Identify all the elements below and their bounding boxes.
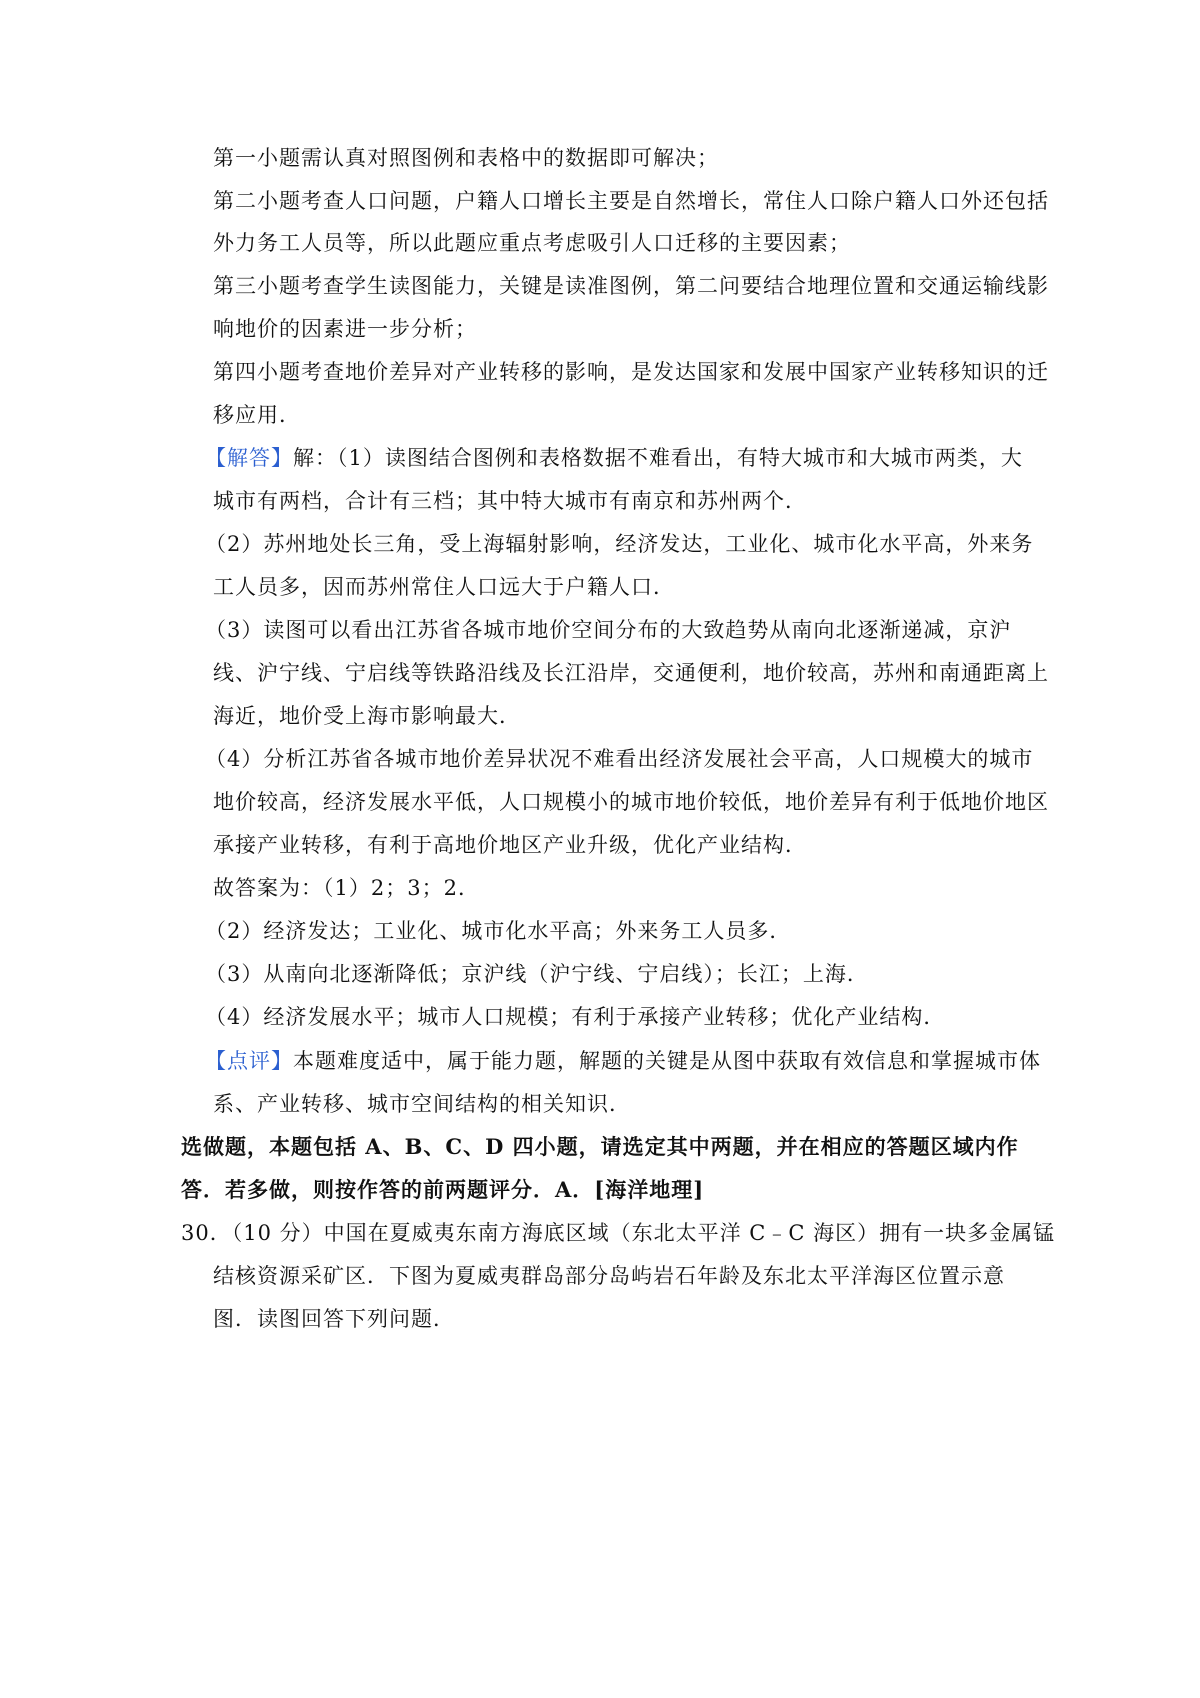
answer-part-3-line-2: 线、沪宁线、宁启线等铁路沿线及长江沿岸，交通便利，地价较高，苏州和南通距离上: [213, 661, 1049, 685]
final-answer-2: （2）经济发达；工业化、城市化水平高；外来务工人员多．: [205, 919, 792, 943]
answer-part-2-line-1: （2）苏州地处长三角，受上海辐射影响，经济发达，工业化、城市化水平高，外来务: [205, 532, 1034, 556]
comment-line-1: [205, 1046, 1041, 1076]
final-answer-4: （4）经济发展水平；城市人口规模；有利于承接产业转移；优化产业结构．: [205, 1005, 946, 1029]
analysis-paragraph-3-line-1: 第三小题考查学生读图能力，关键是读准图例，第二问要结合地理位置和交通运输线影: [213, 274, 1049, 298]
answer-part-3-line-3: 海近，地价受上海市影响最大．: [213, 704, 521, 728]
comment-line-2: 系、产业转移、城市空间结构的相关知识．: [213, 1092, 631, 1116]
answer-line-2: 城市有两档，合计有三档；其中特大城市有南京和苏州两个．: [213, 489, 807, 513]
final-answer-1: 故答案为：（1）2；3；2．: [213, 876, 480, 900]
analysis-paragraph-1: 第一小题需认真对照图例和表格中的数据即可解决；: [213, 146, 719, 170]
question-30-line-2: 结核资源采矿区．下图为夏威夷群岛部分岛屿岩石年龄及东北太平洋海区位置示意: [213, 1264, 1005, 1288]
elective-instruction-line-1: 选做题，本题包括 A、B、C、D 四小题，请选定其中两题，并在相应的答题区域内作: [181, 1134, 1019, 1159]
answer-part-4-line-1: （4）分析江苏省各城市地价差异状况不难看出经济发展社会平高，人口规模大的城市: [205, 747, 1034, 771]
answer-text-1: 解：（1）读图结合图例和表格数据不难看出，有特大城市和大城市两类，大: [293, 446, 1023, 470]
answer-part-4-line-3: 承接产业转移，有利于高地价地区产业升级，优化产业结构．: [213, 833, 807, 857]
analysis-paragraph-4-line-2: 移应用．: [213, 403, 301, 427]
answer-tag: 【解答】: [205, 446, 293, 470]
answer-part-4-line-2: 地价较高，经济发展水平低，人口规模小的城市地价较低，地价差异有利于低地价地区: [213, 790, 1049, 814]
question-30-line-1: 30．（10 分）中国在夏威夷东南方海底区域（东北太平洋 C﹣C 海区）拥有一块多金属锰: [181, 1221, 1056, 1245]
answer-part-2-line-2: 工人员多，因而苏州常住人口远大于户籍人口．: [213, 575, 675, 599]
analysis-paragraph-2-line-1: 第二小题考查人口问题，户籍人口增长主要是自然增长，常住人口除户籍人口外还包括: [213, 189, 1049, 213]
comment-text-1: 本题难度适中，属于能力题，解题的关键是从图中获取有效信息和掌握城市体: [293, 1049, 1041, 1073]
comment-tag: 【点评】: [205, 1049, 293, 1073]
answer-line-1: [205, 443, 1023, 473]
analysis-paragraph-2-line-2: 外力务工人员等，所以此题应重点考虑吸引人口迁移的主要因素；: [213, 231, 851, 255]
analysis-paragraph-4-line-1: 第四小题考查地价差异对产业转移的影响，是发达国家和发展中国家产业转移知识的迁: [213, 360, 1049, 384]
elective-instruction-line-2: 答．若多做，则按作答的前两题评分．A．[海洋地理]: [181, 1177, 705, 1202]
analysis-paragraph-3-line-2: 响地价的因素进一步分析；: [213, 317, 477, 341]
question-30-line-3: 图．读图回答下列问题．: [213, 1307, 455, 1331]
final-answer-3: （3）从南向北逐渐降低；京沪线（沪宁线、宁启线）；长江；上海．: [205, 962, 869, 986]
answer-part-3-line-1: （3）读图可以看出江苏省各城市地价空间分布的大致趋势从南向北逐渐递减，京沪: [205, 618, 1012, 642]
